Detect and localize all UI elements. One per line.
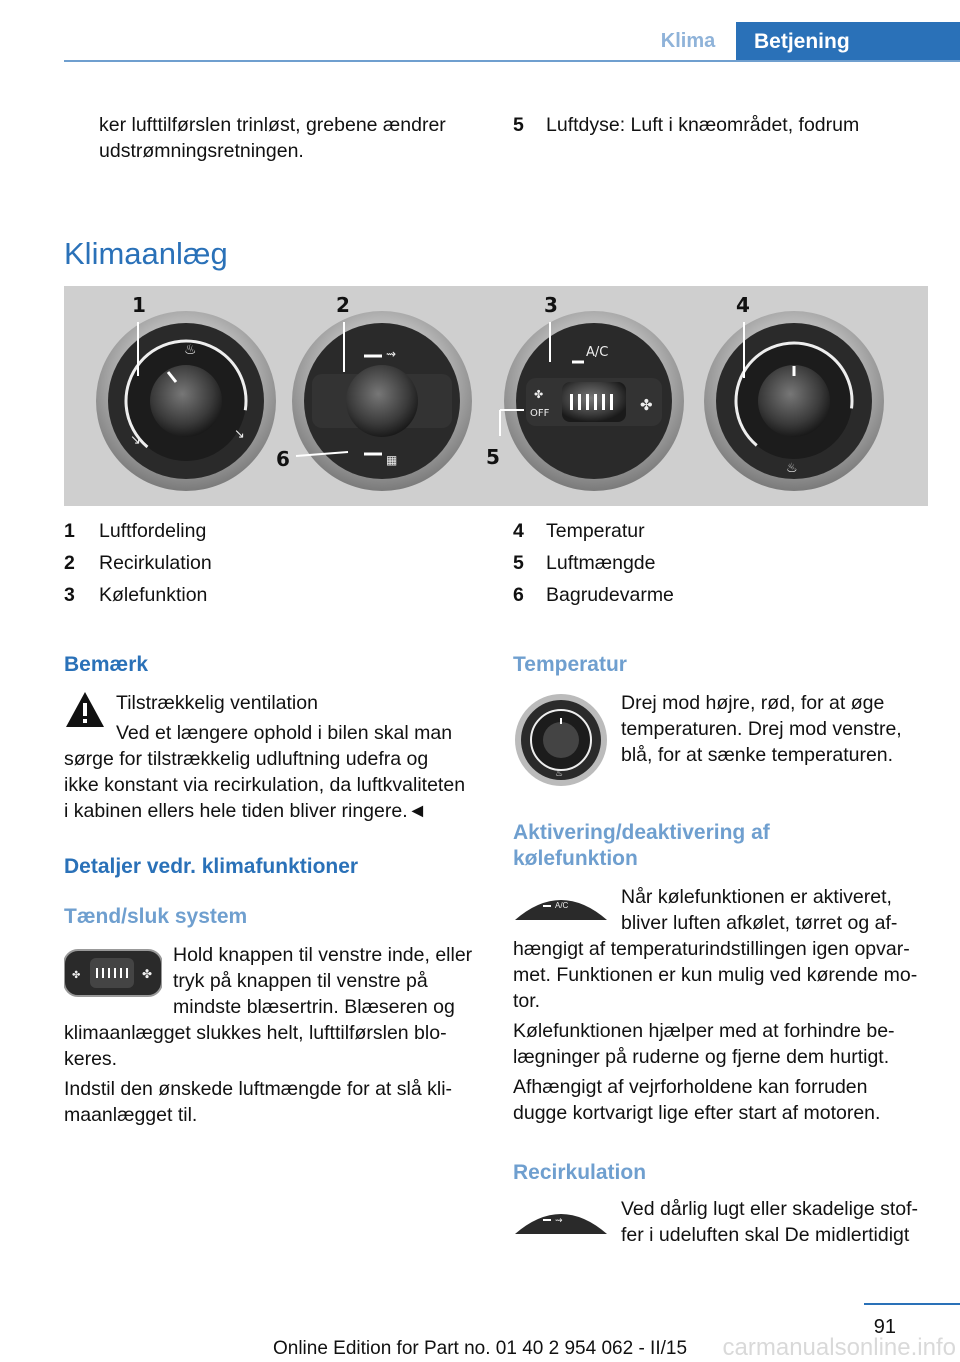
climate-panel-svg [64, 286, 928, 506]
note-line: Ved et længere ophold i bilen skal man [116, 722, 453, 744]
details-line: tryk på knappen til venstre på [173, 970, 428, 992]
recirculation-button-thumbnail [513, 1200, 609, 1236]
details-heading: Detaljer vedr. klimafunktioner [64, 855, 359, 878]
svg-text:✤: ✤ [640, 396, 653, 414]
svg-text:⇝: ⇝ [386, 347, 397, 361]
header-divider [64, 60, 960, 62]
temperature-dial [704, 311, 884, 491]
callout-6: 6 [276, 447, 290, 471]
top-left-line-1: ker lufttilførslen trinløst, grebene ændrer [99, 114, 446, 136]
legend-number: 4 [513, 520, 524, 542]
callout-3: 3 [544, 293, 558, 317]
legend-text: Temperatur [546, 520, 645, 542]
cooling-line: Kølefunktionen hjælper med at forhindre be- [513, 1020, 895, 1042]
temperature-dial-thumbnail [513, 692, 609, 788]
legend-text: Luftfordeling [99, 520, 207, 542]
details-line: Indstil den ønskede luftmængde for at slå kli- [64, 1078, 453, 1100]
watermark: carmanualsonline.info [722, 1334, 956, 1361]
callout-2: 2 [336, 293, 350, 317]
cooling-line: Afhængigt af vejrforholdene kan forruden [513, 1076, 868, 1098]
svg-text:↘: ↘ [234, 427, 245, 442]
cooling-line: Når kølefunktionen er aktiveret, [621, 886, 892, 908]
svg-text:♨: ♨ [184, 342, 197, 358]
top-left-line-2: udstrømningsretningen. [99, 140, 304, 162]
note-title: Tilstrækkelig ventilation [116, 692, 318, 714]
svg-text:♨: ♨ [786, 461, 798, 476]
details-line: Hold knappen til venstre inde, eller [173, 944, 473, 966]
note-line: ikke konstant via recirkulation, da luftkvaliteten [64, 774, 466, 796]
recirculation-dial [292, 311, 472, 491]
legend-number: 6 [513, 584, 524, 606]
note-line: sørge for tilstrækkelig udluftning udefra og [64, 748, 429, 770]
cooling-line: lægninger på ruderne og fjerne dem hurtigt. [513, 1046, 890, 1068]
callout-1: 1 [132, 293, 146, 317]
legend-text: Recirkulation [99, 552, 212, 574]
legend-text: Luftmængde [546, 552, 656, 574]
cooling-heading: Aktivering/deaktivering af [513, 821, 770, 844]
cooling-line: bliver luften afkølet, tørret og af- [621, 912, 898, 934]
details-line: maanlægget til. [64, 1104, 198, 1126]
legend-text: Bagrudevarme [546, 584, 674, 606]
top-item5-number: 5 [513, 114, 524, 136]
temperature-heading: Temperatur [513, 653, 627, 676]
cooling-heading: kølefunktion [513, 847, 638, 870]
warning-icon [64, 690, 106, 730]
air-distribution-dial [96, 311, 276, 491]
svg-text:↘: ↘ [130, 433, 141, 448]
legend-number: 5 [513, 552, 524, 574]
on-off-heading: Tænd/sluk system [64, 905, 248, 928]
svg-text:✤: ✤ [72, 970, 81, 981]
legend-number: 3 [64, 584, 75, 606]
svg-text:✤: ✤ [534, 388, 544, 401]
page-number: 91 [873, 1316, 896, 1338]
recirculation-line: fer i udeluften skal De midlertidigt [621, 1224, 910, 1246]
ac-button-thumbnail [513, 886, 609, 922]
cooling-line: met. Funktionen er kun mulig ved kørende mo- [513, 964, 918, 986]
cooling-line: hængigt af temperaturindstillingen igen opvar- [513, 938, 910, 960]
footer-divider [864, 1303, 960, 1305]
svg-text:▦: ▦ [386, 453, 398, 467]
temperature-line: Drej mod højre, rød, for at øge [621, 692, 885, 714]
edition-text: Online Edition for Part no. 01 40 2 954 062 - II/15 [272, 1338, 688, 1359]
cooling-line: dugge kortvarigt lige efter start af motoren. [513, 1102, 881, 1124]
fan-button-thumbnail [64, 948, 162, 998]
svg-text:♨: ♨ [555, 768, 564, 778]
header-section-tab[interactable]: Klima [660, 30, 716, 52]
off-label: OFF [530, 408, 550, 419]
details-line: keres. [64, 1048, 118, 1070]
ac-label: A/C [586, 345, 609, 360]
climate-panel-illustration [64, 286, 928, 506]
recirculation-line: Ved dårlig lugt eller skadelige stof- [621, 1198, 919, 1220]
note-line: i kabinen ellers hele tiden bliver ringere.◄ [64, 800, 427, 822]
legend-text: Kølefunktion [99, 584, 208, 606]
recirculation-heading: Recirkulation [513, 1161, 647, 1184]
header-chapter-tab[interactable]: Betjening [736, 22, 960, 62]
ac-thumb-label: A/C [555, 901, 569, 910]
page-title: Klimaanlæg [64, 236, 228, 271]
note-heading: Bemærk [64, 653, 149, 676]
ac-fan-dial [504, 311, 684, 491]
callout-4: 4 [736, 293, 750, 317]
callout-5: 5 [486, 445, 500, 469]
svg-text:⇝: ⇝ [555, 1215, 563, 1225]
details-line: klimaanlægget slukkes helt, lufttilførslen blo- [64, 1022, 447, 1044]
legend-number: 2 [64, 552, 75, 574]
details-line: mindste blæsertrin. Blæseren og [173, 996, 455, 1018]
svg-text:✤: ✤ [142, 967, 153, 981]
cooling-line: tor. [513, 990, 541, 1012]
temperature-line: blå, for at sænke temperaturen. [621, 744, 894, 766]
temperature-line: temperaturen. Drej mod venstre, [621, 718, 902, 740]
legend-number: 1 [64, 520, 75, 542]
top-item5-text: Luftdyse: Luft i knæområdet, fodrum [546, 114, 860, 136]
